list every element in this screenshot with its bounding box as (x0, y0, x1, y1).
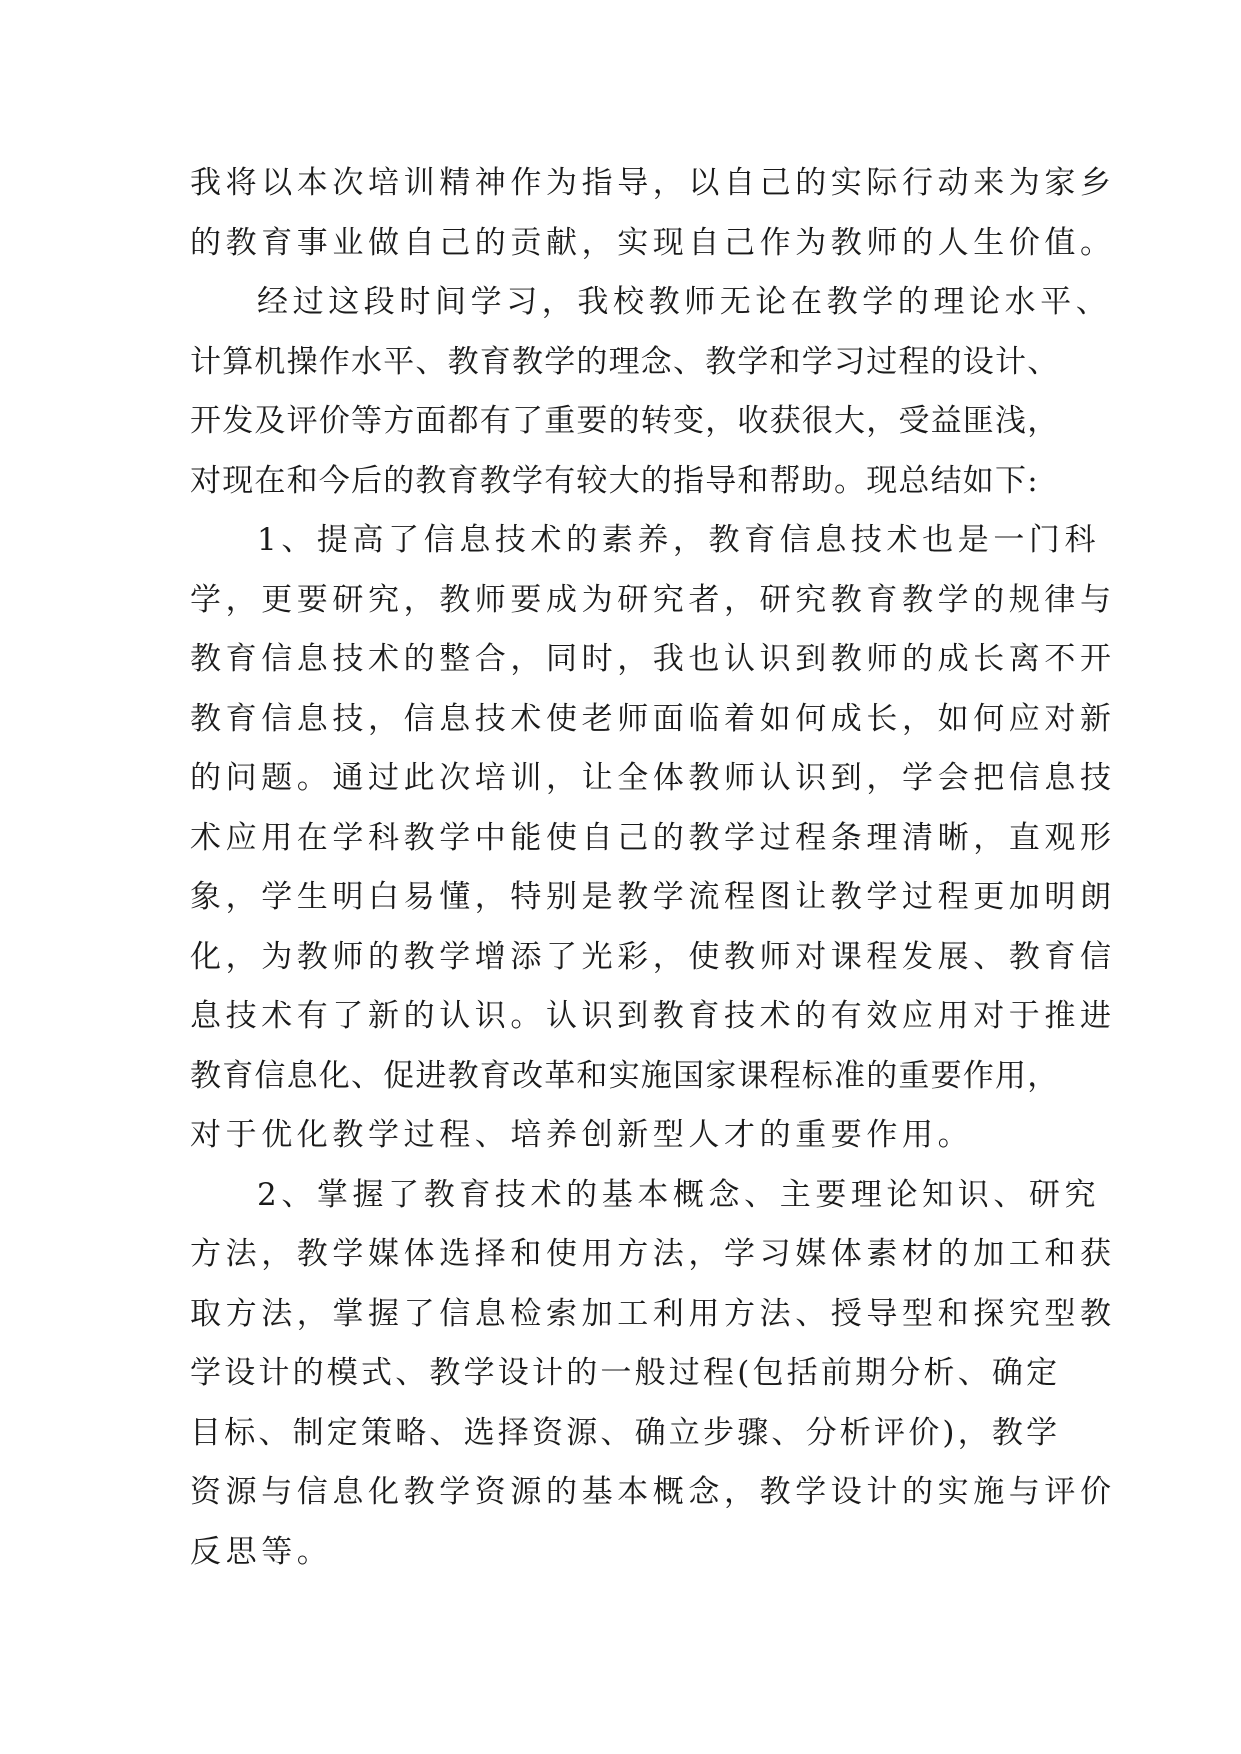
text-line: 学，更要研究，教师要成为研究者，研究教育教学的规律与 (190, 581, 1116, 618)
paragraph-start: 2、掌握了教育技术的基本概念、主要理论知识、研究 (257, 1176, 1101, 1213)
text-line: 开发及评价等方面都有了重要的转变，收获很大，受益匪浅， (190, 403, 1060, 439)
text-line: 我将以本次培训精神作为指导，以自己的实际行动来为家乡 (190, 165, 1116, 201)
text-line: 对于优化教学过程、培养创新型人才的重要作用。 (190, 1117, 974, 1153)
text-line: 化，为教师的教学增添了光彩，使教师对课程发展、教育信 (190, 938, 1116, 975)
text-line: 计算机操作水平、教育教学的理念、教学和学习过程的设计、 (190, 343, 1060, 380)
text-line: 资源与信息化教学资源的基本概念，教学设计的实施与评价 (190, 1474, 1116, 1510)
text-line: 反思等。 (190, 1533, 333, 1570)
text-line: 教育信息技，信息技术使老师面临着如何成长，如何应对新 (190, 700, 1116, 737)
text-line: 术应用在学科教学中能使自己的教学过程条理清晰，直观形 (190, 819, 1116, 856)
paragraph-start: 经过这段时间学习，我校教师无论在教学的理论水平、 (257, 284, 1112, 320)
text-line: 息技术有了新的认识。认识到教育技术的有效应用对于推进 (190, 998, 1116, 1034)
text-line: 对现在和今后的教育教学有较大的指导和帮助。现总结如下: (190, 462, 1039, 499)
text-line: 教育信息技术的整合，同时，我也认识到教师的成长离不开 (190, 641, 1116, 677)
text-line: 的教育事业做自己的贡献，实现自己作为教师的人生价值。 (190, 224, 1116, 261)
text-line: 象，学生明白易懂，特别是教学流程图让教学过程更加明朗 (190, 879, 1116, 915)
text-line: 教育信息化、促进教育改革和实施国家课程标准的重要作用， (190, 1057, 1060, 1094)
paragraph-start: 1、提高了信息技术的素养，教育信息技术也是一门科 (257, 522, 1101, 558)
body-text (190, 154, 1116, 1582)
text-line: 目标、制定策略、选择资源、确立步骤、分析评价)，教学 (190, 1414, 1061, 1451)
text-line: 学设计的模式、教学设计的一般过程(包括前期分析、确定 (190, 1355, 1061, 1391)
text-line: 的问题。通过此次培训，让全体教师认识到，学会把信息技 (190, 760, 1116, 796)
text-line: 方法，教学媒体选择和使用方法，学习媒体素材的加工和获 (190, 1236, 1116, 1272)
text-line: 取方法，掌握了信息检索加工利用方法、授导型和探究型教 (190, 1295, 1116, 1332)
